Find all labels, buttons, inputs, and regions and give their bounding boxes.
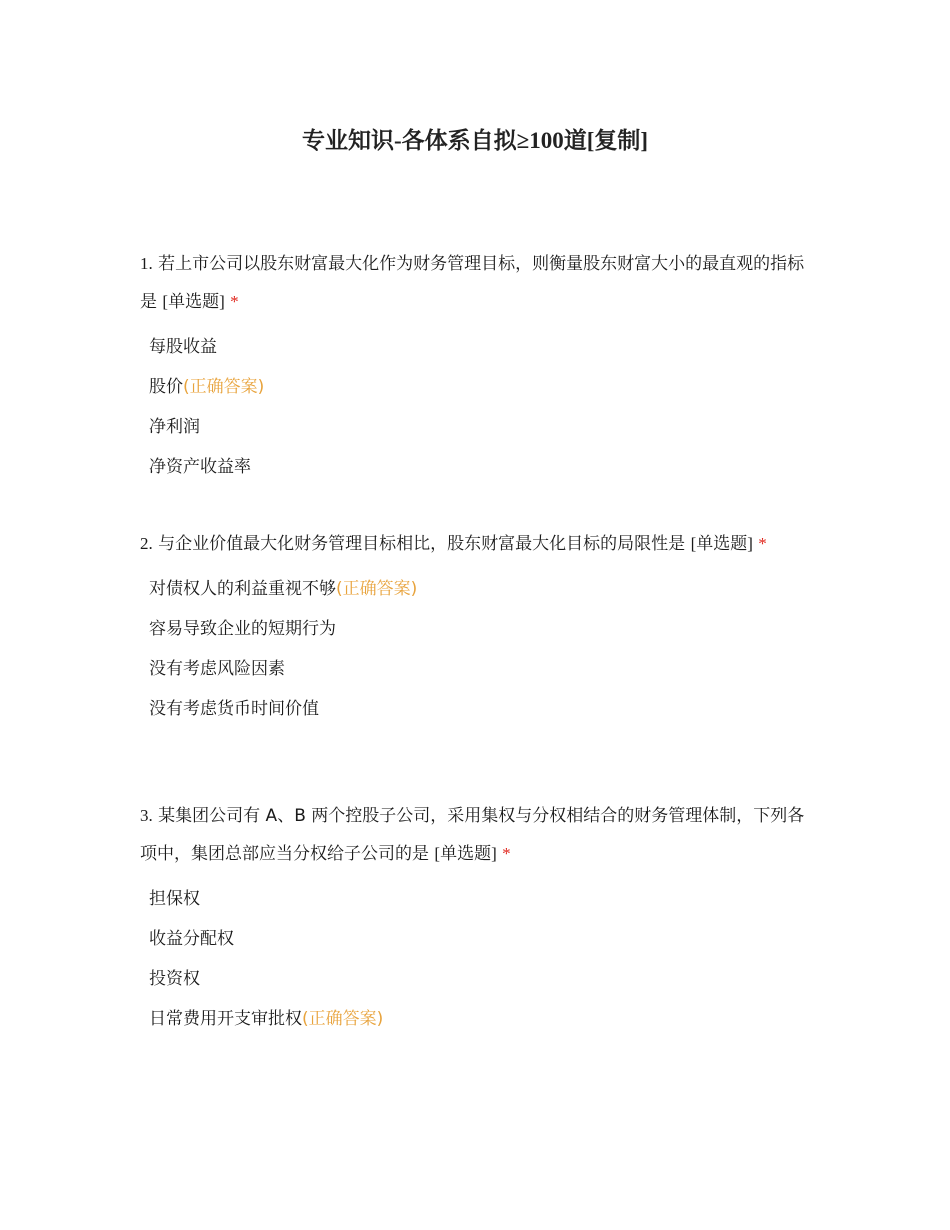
option-list: [140, 327, 820, 487]
option[interactable]: [149, 959, 820, 999]
question-2: [140, 525, 820, 729]
question-number: 3.: [140, 806, 153, 825]
correct-answer-tag: (正确答案): [336, 579, 418, 599]
question-stem: 与企业价值最大化财务管理目标相比，股东财富最大化目标的局限性是: [158, 534, 686, 554]
option[interactable]: [149, 367, 820, 407]
question-stem: 某集团公司有 A、B 两个控股子公司，采用集权与分权相结合的财务管理体制，下列各项中，集团总部应当分权给子公司的是: [140, 806, 805, 864]
correct-answer-tag: (正确答案): [302, 1009, 384, 1029]
title-suffix: 道[复制]: [563, 128, 649, 154]
required-mark: *: [758, 534, 767, 553]
option-label: 没有考虑风险因素: [149, 659, 285, 679]
option[interactable]: [149, 999, 820, 1039]
option[interactable]: [149, 407, 820, 447]
question-type: [单选题]: [162, 292, 225, 311]
title-number: 100: [529, 128, 564, 154]
option-label: 日常费用开支审批权: [149, 1009, 302, 1029]
option[interactable]: [149, 327, 820, 367]
title-prefix: 专业知识-各体系自拟≥: [301, 128, 530, 154]
question-number: 2.: [140, 534, 153, 553]
option[interactable]: [149, 649, 820, 689]
option-label: 担保权: [149, 889, 200, 909]
option[interactable]: [149, 689, 820, 729]
question-stem: 若上市公司以股东财富最大化作为财务管理目标，则衡量股东财富大小的最直观的指标是: [140, 254, 805, 312]
question-type: [单选题]: [690, 534, 753, 553]
option-label: 净资产收益率: [149, 457, 251, 477]
question-1: [140, 245, 820, 487]
option[interactable]: [149, 447, 820, 487]
option-label: 净利润: [149, 417, 200, 437]
option-list: [140, 569, 820, 729]
required-mark: *: [502, 844, 511, 863]
option-list: [140, 879, 820, 1039]
required-mark: *: [230, 292, 239, 311]
option-label: 容易导致企业的短期行为: [149, 619, 336, 639]
question-text: [140, 245, 820, 321]
question-type: [单选题]: [434, 844, 497, 863]
page-title: [0, 125, 950, 157]
option-label: 对债权人的利益重视不够: [149, 579, 336, 599]
correct-answer-tag: (正确答案): [183, 377, 265, 397]
option[interactable]: [149, 609, 820, 649]
option-label: 投资权: [149, 969, 200, 989]
question-text: [140, 525, 820, 563]
option[interactable]: [149, 879, 820, 919]
question-3: [140, 797, 820, 1039]
option-label: 收益分配权: [149, 929, 234, 949]
option-label: 每股收益: [149, 337, 217, 357]
question-text: [140, 797, 820, 873]
option[interactable]: [149, 569, 820, 609]
option[interactable]: [149, 919, 820, 959]
option-label: 没有考虑货币时间价值: [149, 699, 319, 719]
option-label: 股价: [149, 377, 183, 397]
question-number: 1.: [140, 254, 153, 273]
